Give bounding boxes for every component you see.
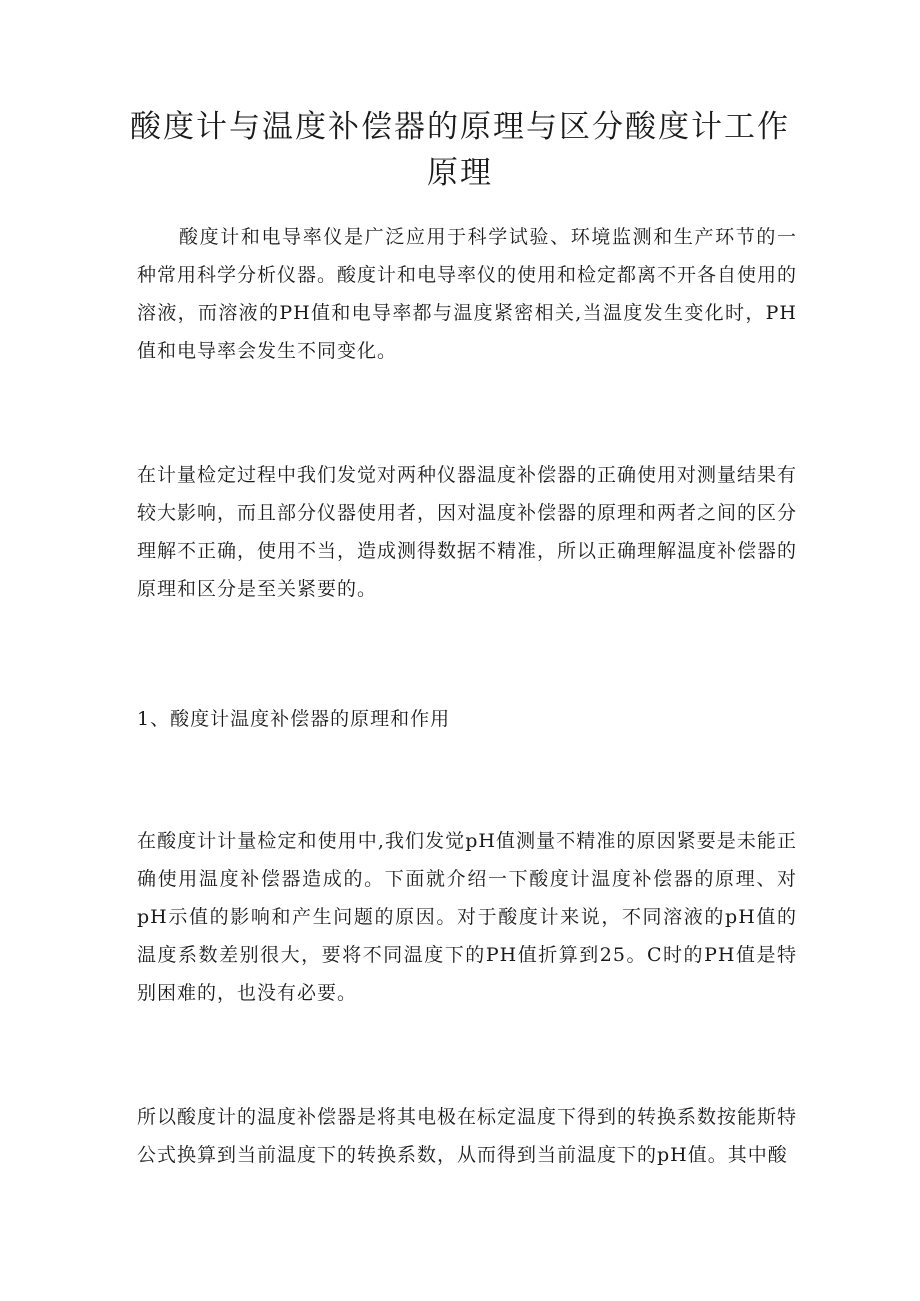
paragraph-verification: 在计量检定过程中我们发觉对两种仪器温度补偿器的正确使用对测量结果有较大影响，而且部分仪器使用者，因对温度补偿器的原理和两者之间的区分理解不正确，使用不当，造成测得数据不精准，所以正确理解温度补偿器的原理和区分是至关紧要的。 — [137, 464, 798, 600]
paragraph-ph-measurement: 在酸度计计量检定和使用中,我们发觉pH值测量不精准的原因紧要是未能正确使用温度补偿器造成的。下面就介绍一下酸度计温度补偿器的原理、对pH示值的影响和产生问题的原因。对于酸度计来说，不同溶液的pH值的温度系数差别很大，要将不同温度下的PH值折算到25。C时的PH值是特别困难的，也没有必要。 — [137, 830, 797, 1004]
section-heading-1: 1、酸度计温度补偿器的原理和作用 — [137, 708, 451, 730]
paragraph-intro: 酸度计和电导率仪是广泛应用于科学试验、环境监测和生产环节的一种常用科学分析仪器。酸度计和电导率仪的使用和检定都离不开各自使用的溶液，而溶液的PH值和电导率都与温度紧密相关,当温度发生变化时，PH值和电导率会发生不同变化。 — [137, 226, 798, 362]
paragraph-compensator-principle: 所以酸度计的温度补偿器是将其电极在标定温度下得到的转换系数按能斯特公式换算到当前温度下的转换系数，从而得到当前温度下的pH值。其中酸 — [137, 1106, 798, 1166]
document-title: 酸度计与温度补偿器的原理与区分酸度计工作原理 — [130, 109, 790, 191]
